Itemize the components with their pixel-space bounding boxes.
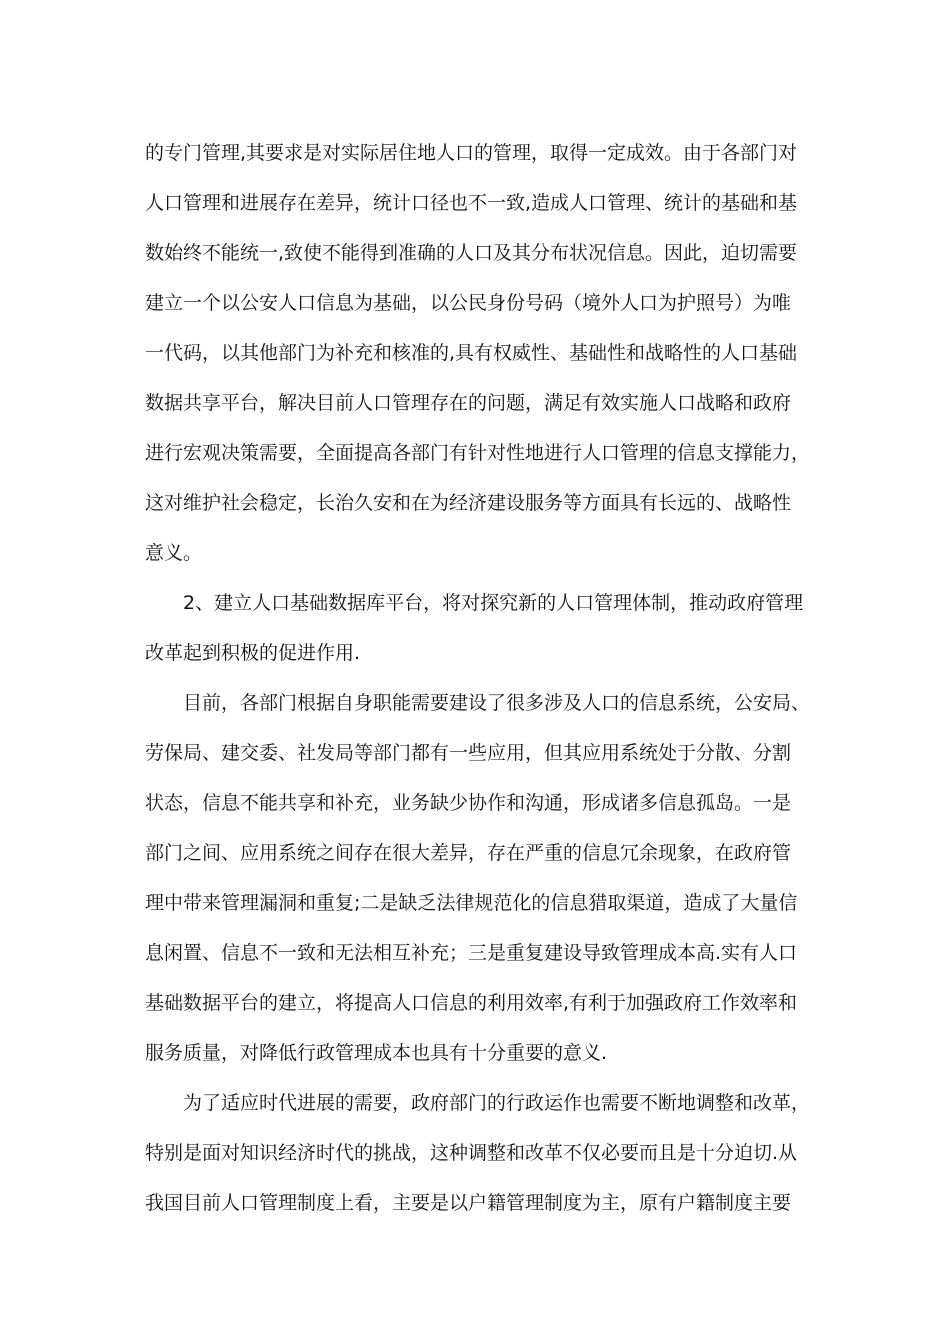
text-line: 改革起到积极的促进作用.: [145, 642, 361, 664]
text-line: 数据共享平台，解决目前人口管理存在的问题，满足有效实施人口战略和政府: [145, 392, 792, 414]
text-line: 为了适应时代进展的需要，政府部门的行政运作也需要不断地调整和改革，: [183, 1092, 811, 1114]
text-line: 2、建立人口基础数据库平台，将对探究新的人口管理体制，推动政府管理: [183, 592, 804, 614]
text-line: 息闲置、信息不一致和无法相互补充；三是重复建设导致管理成本高.实有人口: [145, 942, 798, 964]
text-line: 特别是面对知识经济时代的挑战，这种调整和改革不仅必要而且是十分迫切.从: [145, 1142, 798, 1164]
body-text: [145, 128, 835, 1228]
text-line: 我国目前人口管理制度上看，主要是以户籍管理制度为主，原有户籍制度主要: [145, 1192, 792, 1214]
text-line: 基础数据平台的建立，将提高人口信息的利用效率,有利于加强政府工作效率和: [145, 992, 798, 1014]
text-line: 服务质量，对降低行政管理成本也具有十分重要的意义.: [145, 1042, 608, 1064]
text-line: 状态，信息不能共享和补充，业务缺少协作和沟通，形成诸多信息孤岛。一是: [145, 792, 792, 814]
text-line: 意义。: [145, 542, 203, 564]
text-line: 数始终不能统一,致使不能得到准确的人口及其分布状况信息。因此，迫切需要: [145, 242, 798, 264]
text-line: 一代码，以其他部门为补充和核准的,具有权威性、基础性和战略性的人口基础: [145, 342, 798, 364]
text-line: 进行宏观决策需要，全面提高各部门有针对性地进行人口管理的信息支撑能力，: [145, 442, 811, 464]
text-line: 目前，各部门根据自身职能需要建设了很多涉及人口的信息系统，公安局、: [183, 692, 811, 714]
text-line: 劳保局、建交委、社发局等部门都有一些应用，但其应用系统处于分散、分割: [145, 742, 792, 764]
text-line: 的专门管理,其要求是对实际居住地人口的管理，取得一定成效。由于各部门对: [145, 142, 798, 164]
text-line: 部门之间、应用系统之间存在很大差异，存在严重的信息冗余现象，在政府管: [145, 842, 792, 864]
text-line: 理中带来管理漏洞和重复;二是缺乏法律规范化的信息猎取渠道，造成了大量信: [145, 892, 798, 914]
text-line: 建立一个以公安人口信息为基础，以公民身份号码（境外人口为护照号）为唯: [145, 292, 792, 314]
text-line: 人口管理和进展存在差异，统计口径也不一致,造成人口管理、统计的基础和基: [145, 192, 798, 214]
text-line: 这对维护社会稳定，长治久安和在为经济建设服务等方面具有长远的、战略性: [145, 492, 792, 514]
